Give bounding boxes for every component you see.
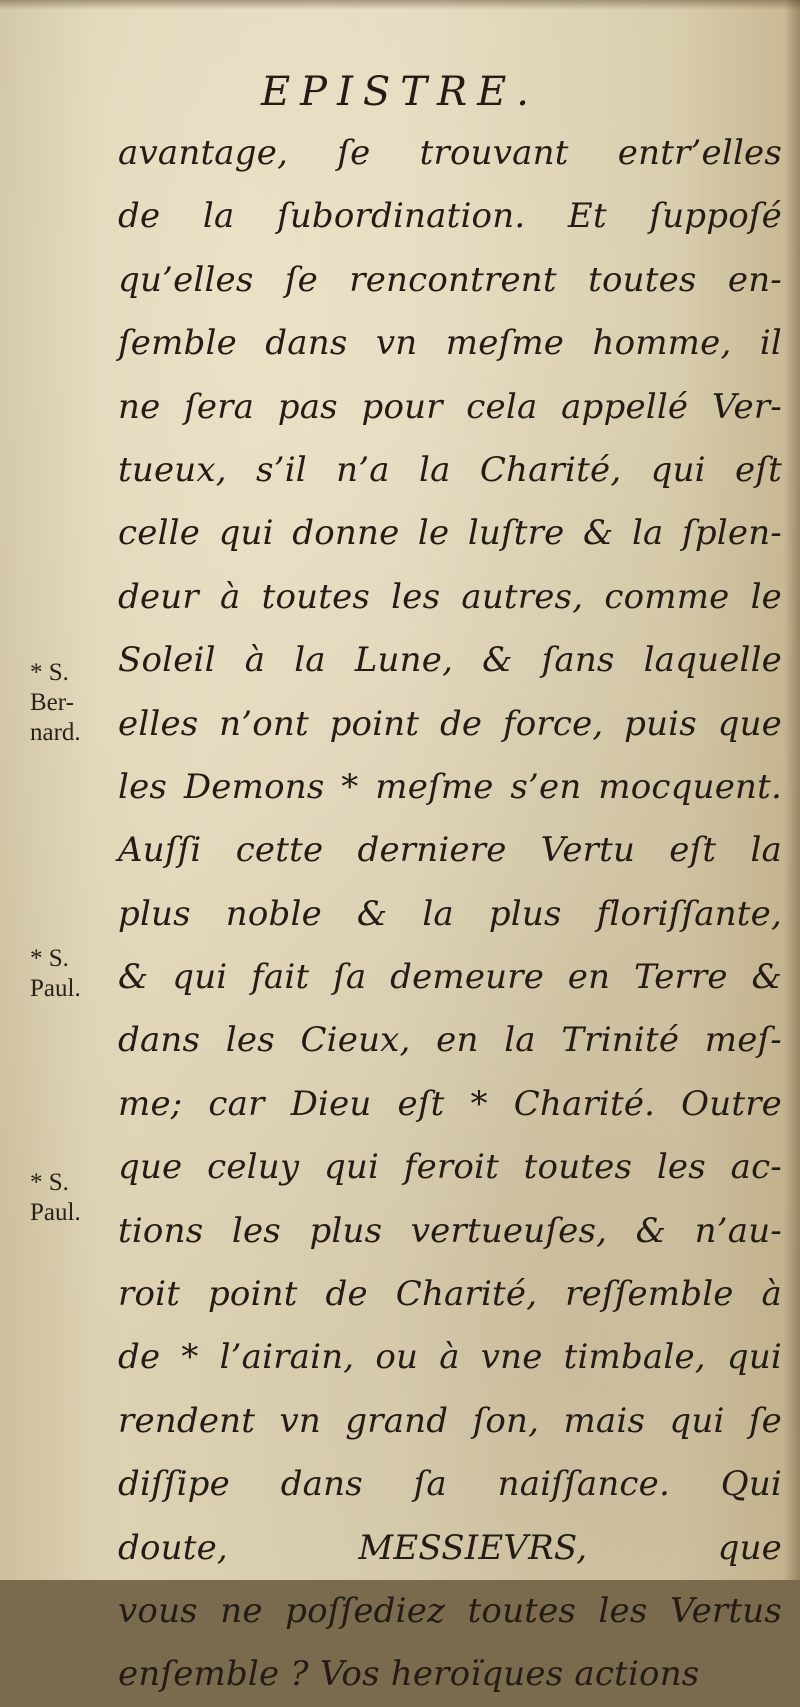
margin-note-line: * S. — [30, 945, 69, 972]
text-line: avantage, ſe trouvant entr’elles — [118, 133, 782, 173]
margin-note-line: Ber- — [30, 689, 74, 716]
text-line: de * l’airain, ou à vne timbale, qui — [118, 1337, 782, 1378]
text-line: ſemble dans vn meſme homme, il — [118, 323, 782, 364]
text-line: qu’elles ſe rencontrent toutes en- — [118, 259, 782, 300]
text-line: & qui fait ſa demeure en Terre & — [118, 957, 782, 998]
text-line: Auſſi cette derniere Vertu eſt la — [118, 830, 782, 871]
text-line: tions les plus vertueuſes, & n’au- — [118, 1210, 782, 1251]
margin-note-line: * S. — [30, 659, 69, 686]
text-line: tueux, s’il n’a la Charité, qui eſt — [118, 449, 782, 490]
text-line: que celuy qui feroit toutes les ac- — [118, 1147, 782, 1188]
text-line: diſſipe dans ſa naiſſance. Qui — [118, 1464, 782, 1505]
text-line: Soleil à la Lune, & ſans laquelle — [118, 640, 782, 681]
margin-note-line: nard. — [30, 719, 81, 746]
body-text — [118, 122, 782, 1707]
margin-note-line: Paul. — [30, 1199, 81, 1226]
text-line: roit point de Charité, reſſemble à — [118, 1274, 782, 1315]
margin-note-paul-1 — [30, 944, 116, 1004]
margin-note-bernard — [30, 658, 116, 748]
margin-note-paul-2 — [30, 1168, 116, 1228]
text-line: rendent vn grand ſon, mais qui ſe — [118, 1400, 782, 1441]
margin-note-line: Paul. — [30, 975, 81, 1002]
text-line: enſemble ? Vos heroïques actions — [118, 1654, 700, 1695]
text-line: dans les Cieux, en la Trinité meſ- — [118, 1020, 782, 1061]
text-line: deur à toutes les autres, comme le — [118, 576, 782, 617]
text-line: ne ſera pas pour cela appellé Ver- — [118, 386, 782, 427]
page-edge-shadow — [784, 0, 800, 1580]
text-line: de la ſubordination. Et ſuppoſé — [118, 196, 782, 237]
page-top-shadow — [0, 0, 800, 10]
text-line: celle qui donne le luſtre & la ſplen- — [118, 513, 782, 554]
text-line: doute, MESSIEVRS, que — [118, 1527, 782, 1568]
text-line: me; car Dieu eſt * Charité. Outre — [118, 1083, 782, 1124]
running-head: EPISTRE. — [260, 69, 540, 115]
text-line: plus noble & la plus floriſſante, — [118, 893, 782, 934]
text-line: vous ne poſſediez toutes les Vertus — [118, 1590, 782, 1631]
text-line: les Demons * meſme s’en mocquent. — [118, 766, 782, 807]
margin-note-line: * S. — [30, 1169, 69, 1196]
text-line: elles n’ont point de force, puis que — [118, 703, 782, 744]
